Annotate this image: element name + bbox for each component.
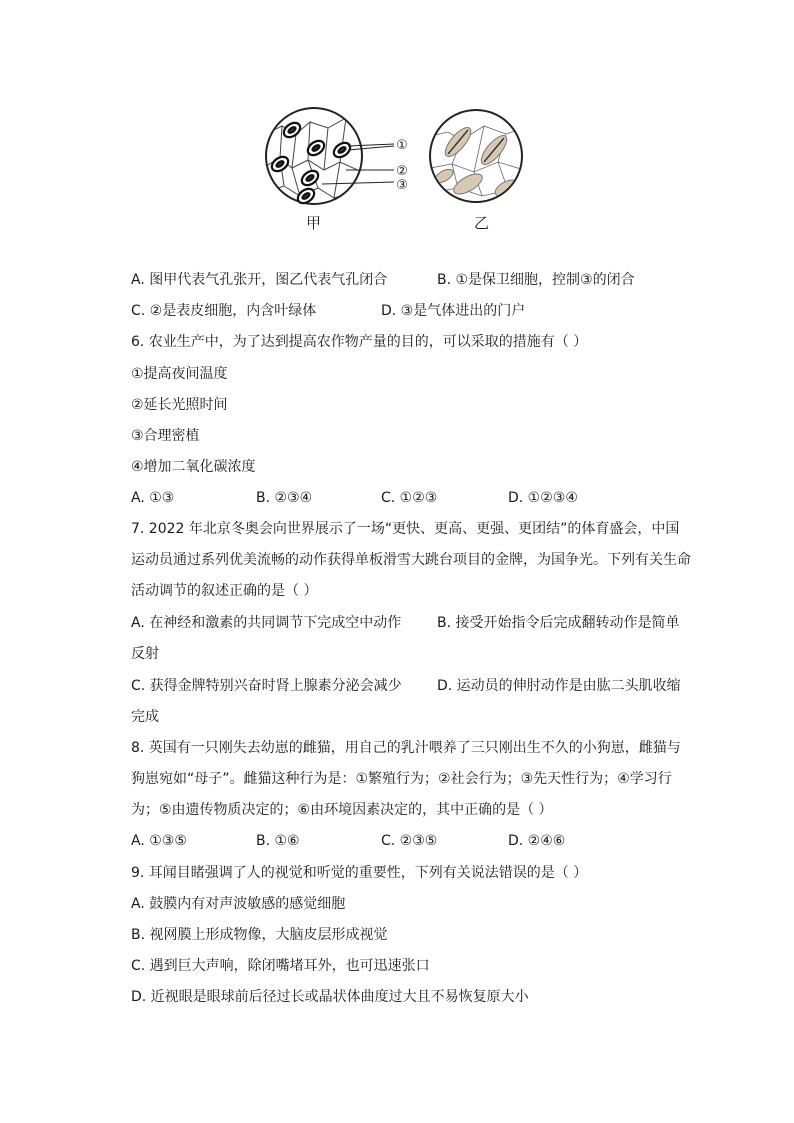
q6-item-2: ②延长光照时间	[131, 397, 228, 413]
q6-option-d: D. ①②③④	[508, 490, 578, 506]
q9-option-c: C. 遇到巨大声响，除闭嘴堵耳外，也可迅速张口	[131, 958, 430, 974]
q7-option-d: D. 运动员的伸肘动作是由肱二头肌收缩	[437, 678, 681, 694]
q7-option-a: A. 在神经和激素的共同调节下完成空中动作	[131, 615, 402, 631]
q8-stem-line-1: 8. 英国有一只刚失去幼崽的雌猫，用自己的乳汁喂养了三只刚出生不久的小狗崽，雌猫与	[131, 740, 681, 756]
q5-option-a: A. 图甲代表气孔张开，图乙代表气孔闭合	[131, 272, 388, 288]
q8-stem-line-3: 为；⑤由遗传物质决定的；⑥由环境因素决定的，其中正确的是（ ）	[131, 802, 553, 818]
q8-option-d: D. ②④⑥	[508, 833, 566, 849]
q9-option-a: A. 鼓膜内有对声波敏感的感觉细胞	[131, 896, 346, 912]
q9-option-d: D. 近视眼是眼球前后径过长或晶状体曲度过大且不易恢复原大小	[131, 989, 529, 1005]
stomata-figure	[262, 104, 524, 234]
q7-option-b-cont: 反射	[131, 646, 159, 662]
svg-text:①: ①	[396, 138, 408, 153]
svg-text:②: ②	[396, 164, 408, 179]
q7-stem-line-2: 运动员通过系列优美流畅的动作获得单板滑雪大跳台项目的金牌，为国争光。下列有关生命	[131, 552, 691, 568]
q7-option-d-cont: 完成	[131, 709, 159, 725]
q6-item-3: ③合理密植	[131, 428, 200, 444]
q5-option-d: D. ③是气体进出的门户	[381, 303, 526, 319]
q6-item-4: ④增加二氧化碳浓度	[131, 459, 256, 475]
q8-option-a: A. ①③⑤	[131, 833, 187, 849]
circle-jia	[266, 108, 394, 206]
q9-stem: 9. 耳闻目睹强调了人的视觉和听觉的重要性，下列有关说法错误的是（ ）	[131, 865, 588, 881]
label-jia: 甲	[306, 214, 322, 232]
circle-yi	[430, 110, 524, 202]
q5-option-b: B. ①是保卫细胞，控制③的闭合	[437, 272, 635, 288]
q9-option-b: B. 视网膜上形成物像，大脑皮层形成视觉	[131, 927, 388, 943]
q5-option-c: C. ②是表皮细胞，内含叶绿体	[131, 303, 317, 319]
q6-option-a: A. ①③	[131, 490, 175, 506]
q6-item-1: ①提高夜间温度	[131, 366, 228, 382]
q7-stem-line-1: 7. 2022 年北京冬奥会向世界展示了一场“更快、更高、更强、更团结”的体育盛会，中国	[131, 521, 680, 537]
marker-labels	[396, 138, 409, 194]
q8-option-b: B. ①⑥	[256, 833, 300, 849]
q8-stem-line-2: 狗崽宛如“母子”。雌猫这种行为是：①繁殖行为；②社会行为；③先天性行为；④学习行	[131, 771, 672, 787]
q7-option-c: C. 获得金牌特别兴奋时肾上腺素分泌会减少	[131, 678, 402, 694]
q8-option-c: C. ②③⑤	[381, 833, 438, 849]
q6-option-c: C. ①②③	[381, 490, 438, 506]
q6-stem: 6. 农业生产中，为了达到提高农作物产量的目的，可以采取的措施有（ ）	[131, 334, 588, 350]
q7-option-b: B. 接受开始指令后完成翻转动作是简单	[437, 615, 680, 631]
svg-text:③: ③	[396, 178, 408, 193]
q6-option-b: B. ②③④	[256, 490, 313, 506]
label-yi: 乙	[474, 214, 490, 232]
q7-stem-line-3: 活动调节的叙述正确的是（ ）	[131, 583, 318, 599]
